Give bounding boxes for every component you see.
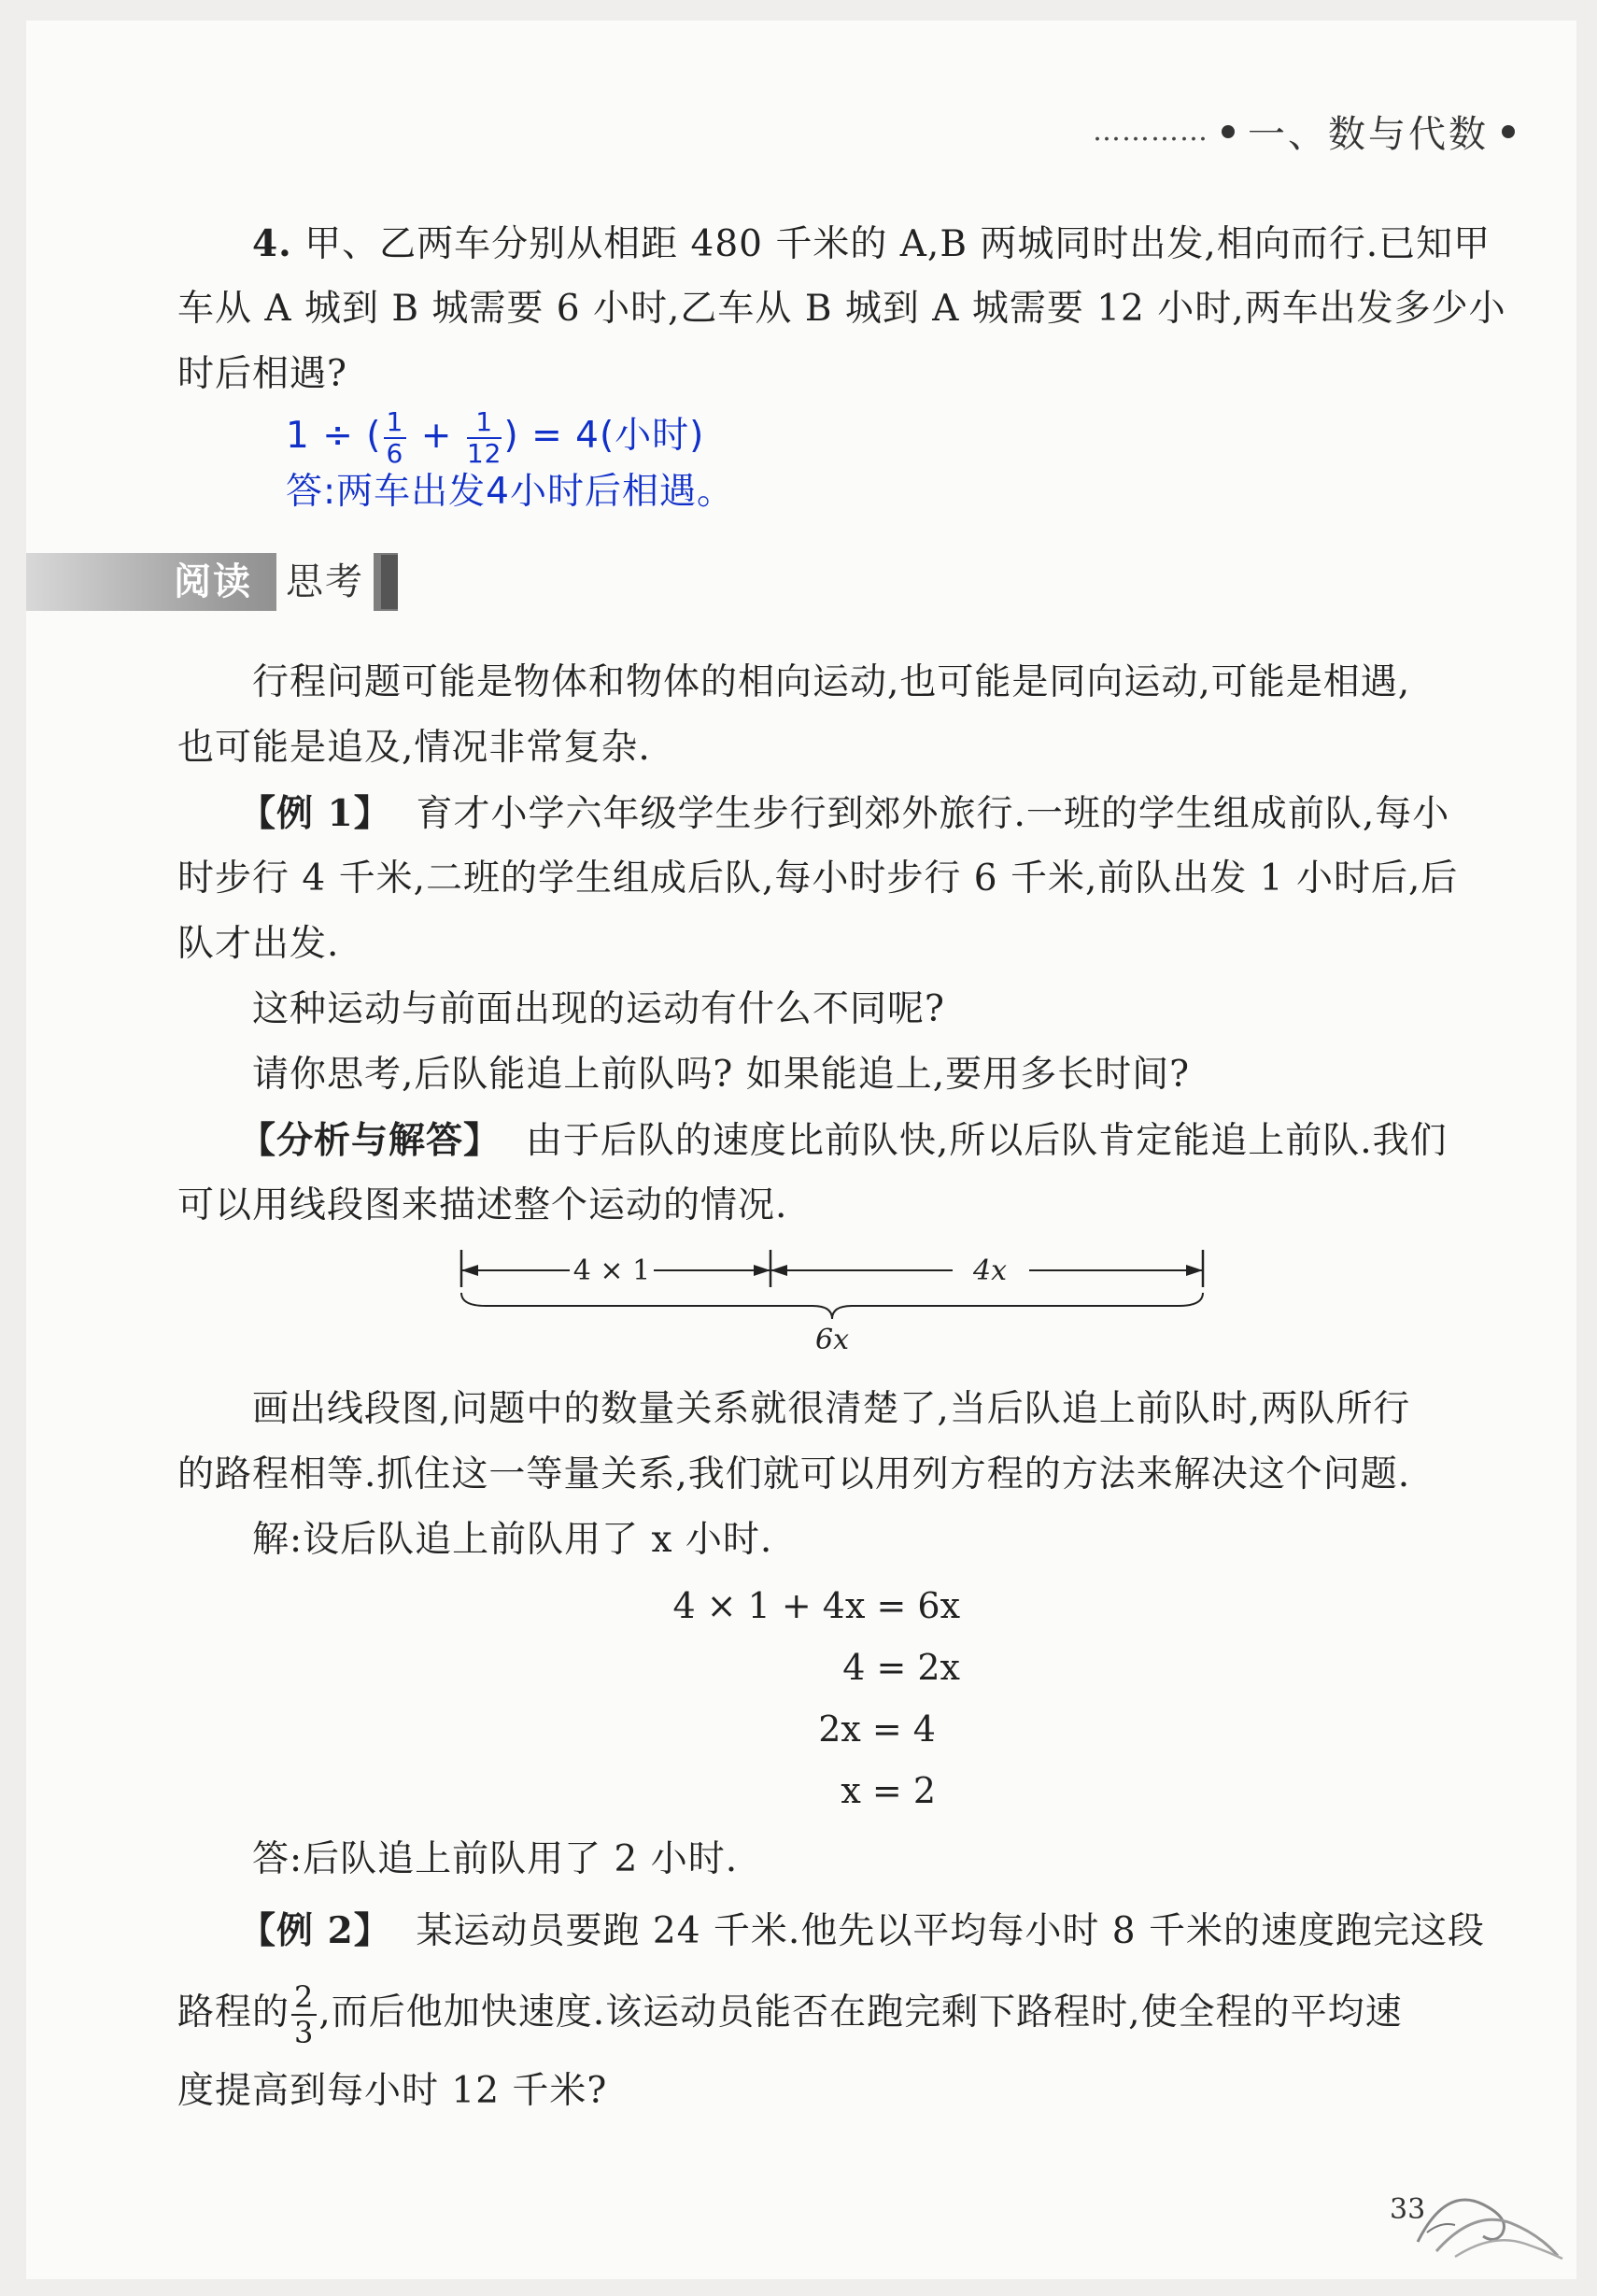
example1-question2: 请你思考,后队能追上前队吗? 如果能追上,要用多长时间?: [252, 1054, 1191, 1096]
arrow-right-icon: [754, 1265, 770, 1276]
solution-setup: 解:设后队追上前队用了 x 小时.: [252, 1519, 773, 1561]
problem-number: 4.: [252, 222, 292, 265]
example2-text-1: 某运动员要跑 24 千米.他先以平均每小时 8 千米的速度跑完这段: [416, 1910, 1485, 1952]
textbook-page: [26, 21, 1576, 2279]
solution-answer: 答:后队追上前队用了 2 小时.: [252, 1838, 739, 1880]
problem4-line2: 车从 A 城到 B 城需要 6 小时,乙车从 B 城到 A 城需要 12 小时,两车出发多少小: [177, 288, 1506, 330]
section-title-light: 思考: [276, 553, 374, 611]
wave-decoration-icon: [1408, 2176, 1567, 2261]
analysis-line2: 可以用线段图来描述整个运动的情况.: [177, 1184, 788, 1226]
arrow-left-icon: [461, 1265, 478, 1276]
analysis-text-1: 由于后队的速度比前队快,所以后队肯定能追上前队.我们: [525, 1120, 1448, 1162]
section-heading-end-block: [381, 555, 398, 609]
running-header: [1093, 105, 1515, 158]
example2-line2: [177, 1980, 1403, 2048]
explanation-line1: 画出线段图,问题中的数量关系就很清楚了,当后队追上前队时,两队所行: [252, 1388, 1411, 1430]
expr-prefix: 1 ÷ (: [286, 415, 382, 457]
problem4-line1: [252, 211, 1491, 277]
bullet-icon: [1502, 125, 1515, 138]
equation-4: x = 2: [841, 1770, 936, 1811]
segment1-label: 4 × 1: [572, 1254, 651, 1287]
example2-text-suffix: ,而后他加快速度.该运动员能否在跑完剩下路程时,使全程的平均速: [318, 1991, 1403, 2034]
numerator: 2: [291, 1982, 317, 2016]
equation-1: 4 × 1 + 4x = 6x: [672, 1585, 960, 1626]
example2-label: 【例 2】: [239, 1909, 391, 1952]
analysis-label: 【分析与解答】: [239, 1119, 502, 1162]
equation-3: 2x = 4: [818, 1708, 936, 1750]
numerator: 1: [467, 409, 502, 439]
example1-text-1: 育才小学六年级学生步行到郊外旅行.一班的学生组成前队,每小: [416, 793, 1450, 835]
expr-suffix: ) = 4(小时): [503, 415, 705, 457]
segment2-label: 4x: [972, 1254, 1008, 1287]
analysis-line1: [239, 1108, 1448, 1174]
example2-line1: [239, 1898, 1485, 1964]
line-segment-diagram: [458, 1235, 1205, 1356]
fraction: [384, 405, 407, 469]
plus-sign: +: [408, 415, 465, 457]
fraction: [291, 1979, 317, 2050]
explanation-line2: 的路程相等.抓住这一等量关系,我们就可以用列方程的方法来解决这个问题.: [177, 1453, 1411, 1495]
example2-line3: 度提高到每小时 12 千米?: [177, 2070, 608, 2112]
arrow-right-icon: [1186, 1265, 1203, 1276]
problem4-text-1: 甲、乙两车分别从相距 480 千米的 A,B 两城同时出发,相向而行.已知甲: [304, 223, 1491, 265]
arrow-left-icon: [770, 1265, 787, 1276]
fraction: [466, 405, 502, 469]
intro-line2: 也可能是追及,情况非常复杂.: [177, 727, 651, 769]
section-title-bold: 阅读: [174, 560, 252, 603]
header-dots: …………: [1093, 115, 1208, 148]
total-brace: [461, 1293, 1203, 1319]
example1-line2: 时步行 4 千米,二班的学生组成后队,每小时步行 6 千米,前队出发 1 小时后,后: [177, 857, 1459, 900]
problem4-line3: 时后相遇?: [177, 353, 347, 395]
equation-2: 4 = 2x: [842, 1647, 960, 1688]
denominator: 12: [466, 437, 502, 469]
denominator: 3: [294, 2015, 315, 2050]
problem4-answer-text: 答:两车出发4小时后相遇。: [286, 471, 734, 513]
example2-text-prefix: 路程的: [177, 1991, 290, 2034]
page-number: 33: [1390, 2193, 1426, 2226]
chapter-title: 一、数与代数: [1248, 113, 1489, 156]
bullet-icon: [1222, 125, 1235, 138]
example1-label: 【例 1】: [239, 792, 391, 835]
example1-question1: 这种运动与前面出现的运动有什么不同呢?: [252, 988, 945, 1030]
numerator: 1: [384, 409, 407, 439]
example1-line1: [239, 781, 1449, 847]
example1-line3: 队才出发.: [177, 923, 340, 965]
denominator: 6: [386, 437, 404, 469]
total-label: 6x: [814, 1324, 850, 1356]
intro-line1: 行程问题可能是物体和物体的相向运动,也可能是同向运动,可能是相遇,: [252, 661, 1411, 703]
